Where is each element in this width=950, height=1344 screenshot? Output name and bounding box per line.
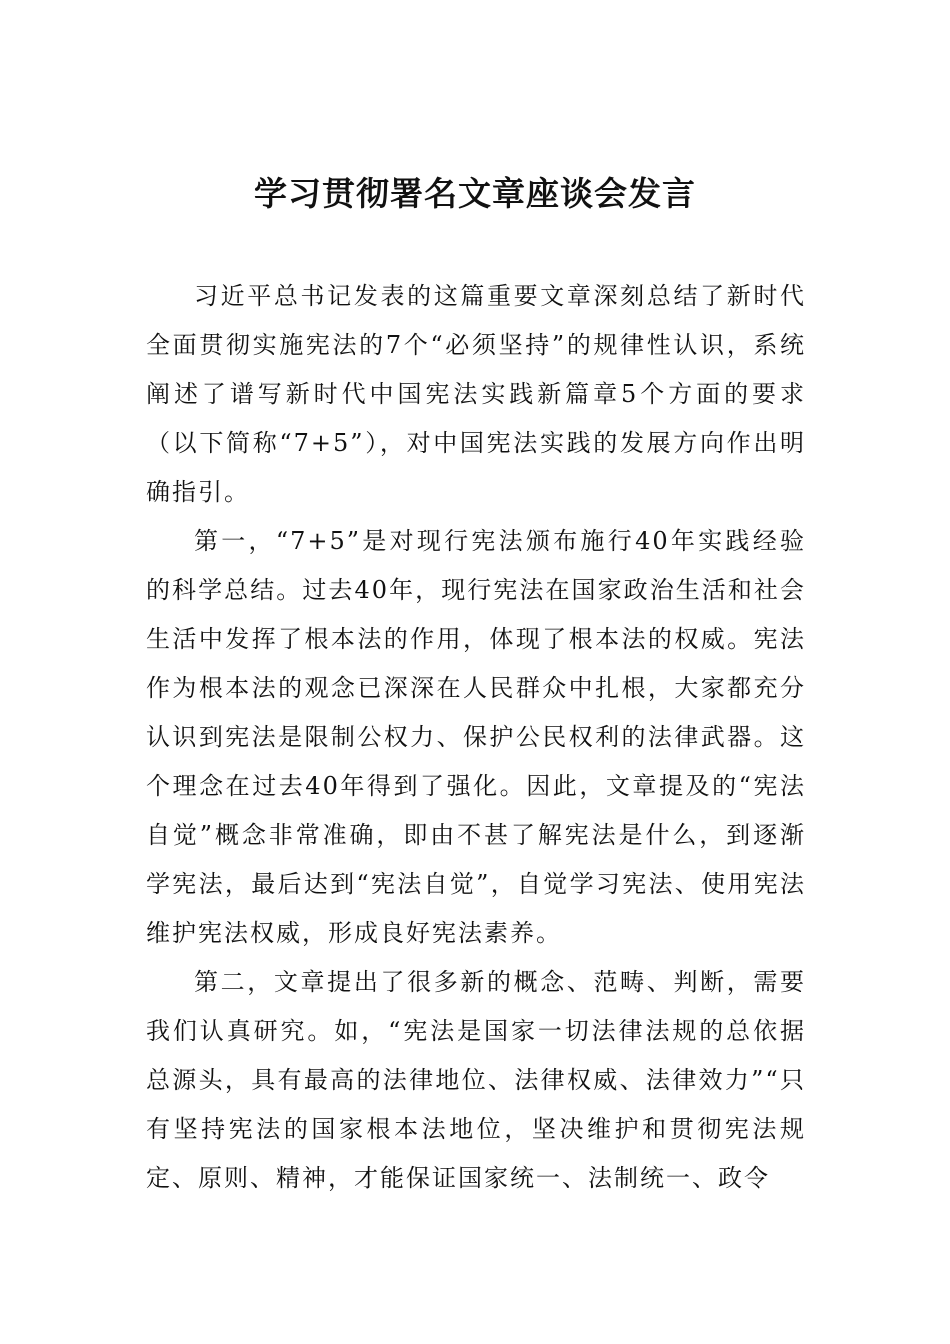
paragraph-intro: 习近平总书记发表的这篇重要文章深刻总结了新时代全面贯彻实施宪法的7个“必须坚持”的规律性认识，系统阐述了谱写新时代中国宪法实践新篇章5个方面的要求（以下简称“7+5”），对中国宪法实践的发展方向作出明确指引。 [146,282,806,506]
document-body [146,272,806,1203]
paragraph-first-point: 第一，“7+5”是对现行宪法颁布施行40年实践经验的科学总结。过去40年，现行宪法在国家政治生活和社会生活中发挥了根本法的作用，体现了根本法的权威。宪法作为根本法的观念已深深在人民群众中扎根，大家都充分认识到宪法是限制公权力、保护公民权利的法律武器。这个理念在过去40年得到了强化。因此，文章提及的“宪法自觉”概念非常准确，即由不甚了解宪法是什么，到逐渐学宪法，最后达到“宪法自觉”，自觉学习宪法、使用宪法维护宪法权威，形成良好宪法素养。 [146,527,806,947]
paragraph-second-point: 第二，文章提出了很多新的概念、范畴、判断，需要我们认真研究。如，“宪法是国家一切法律法规的总依据总源头，具有最高的法律地位、法律权威、法律效力”“只有坚持宪法的国家根本法地位，坚决维护和贯彻宪法规定、原则、精神，才能保证国家统一、法制统一、政令 [146,968,806,1192]
document-title: 学习贯彻署名文章座谈会发言 [254,174,696,213]
